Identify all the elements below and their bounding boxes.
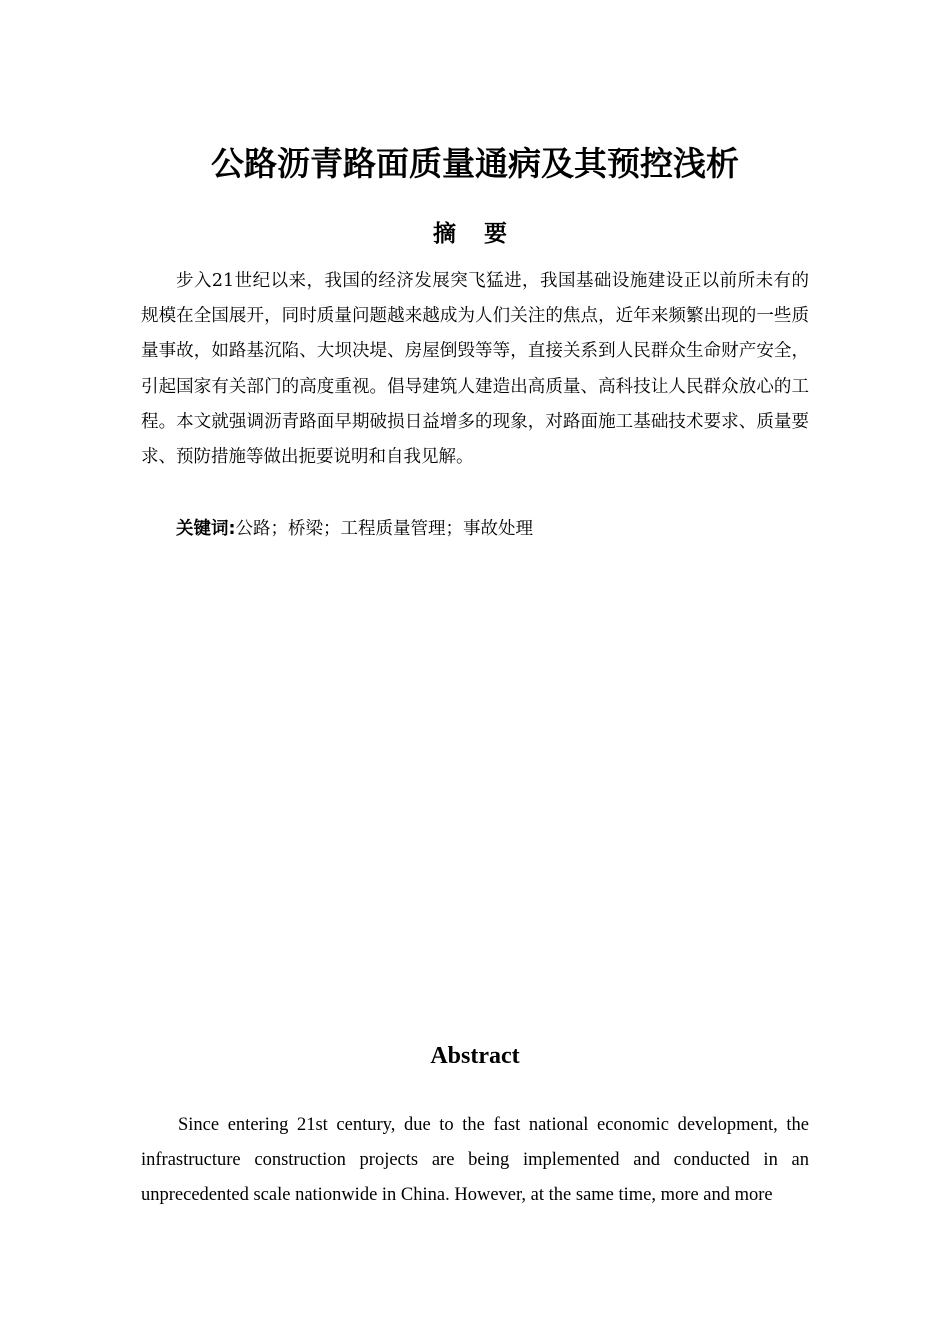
keywords-values: 公路；桥梁；工程质量管理；事故处理 (235, 519, 533, 539)
abstract-body-en: Since entering 21st century, due to the fast national economic development, the infrastructure construction projects are being implemented and conducted in an unprecedented scale nationwide in China. However, at the same time, more and more (141, 1115, 809, 1206)
keywords-line (141, 512, 809, 547)
abstract-heading-cn: 摘 要 (432, 221, 517, 247)
abstract-body-cn: 步入21世纪以来，我国的经济发展突飞猛进，我国基础设施建设正以前所未有的规模在全国展开，同时质量问题越来越成为人们关注的焦点，近年来频繁出现的一些质量事故，如路基沉陷、大坝决堤、房屋倒毁等等，直接关系到人民群众生命财产安全，引起国家有关部门的高度重视。倡导建筑人建造出高质量、高科技让人民群众放心的工程。本文就强调沥青路面早期破损日益增多的现象，对路面施工基础技术要求、质量要求、预防措施等做出扼要说明和自我见解。 (141, 271, 809, 468)
abstract-heading-en: Abstract (430, 1043, 520, 1069)
keywords-label: 关键词: (176, 519, 236, 539)
document-title: 公路沥青路面质量通病及其预控浅析 (211, 144, 739, 183)
